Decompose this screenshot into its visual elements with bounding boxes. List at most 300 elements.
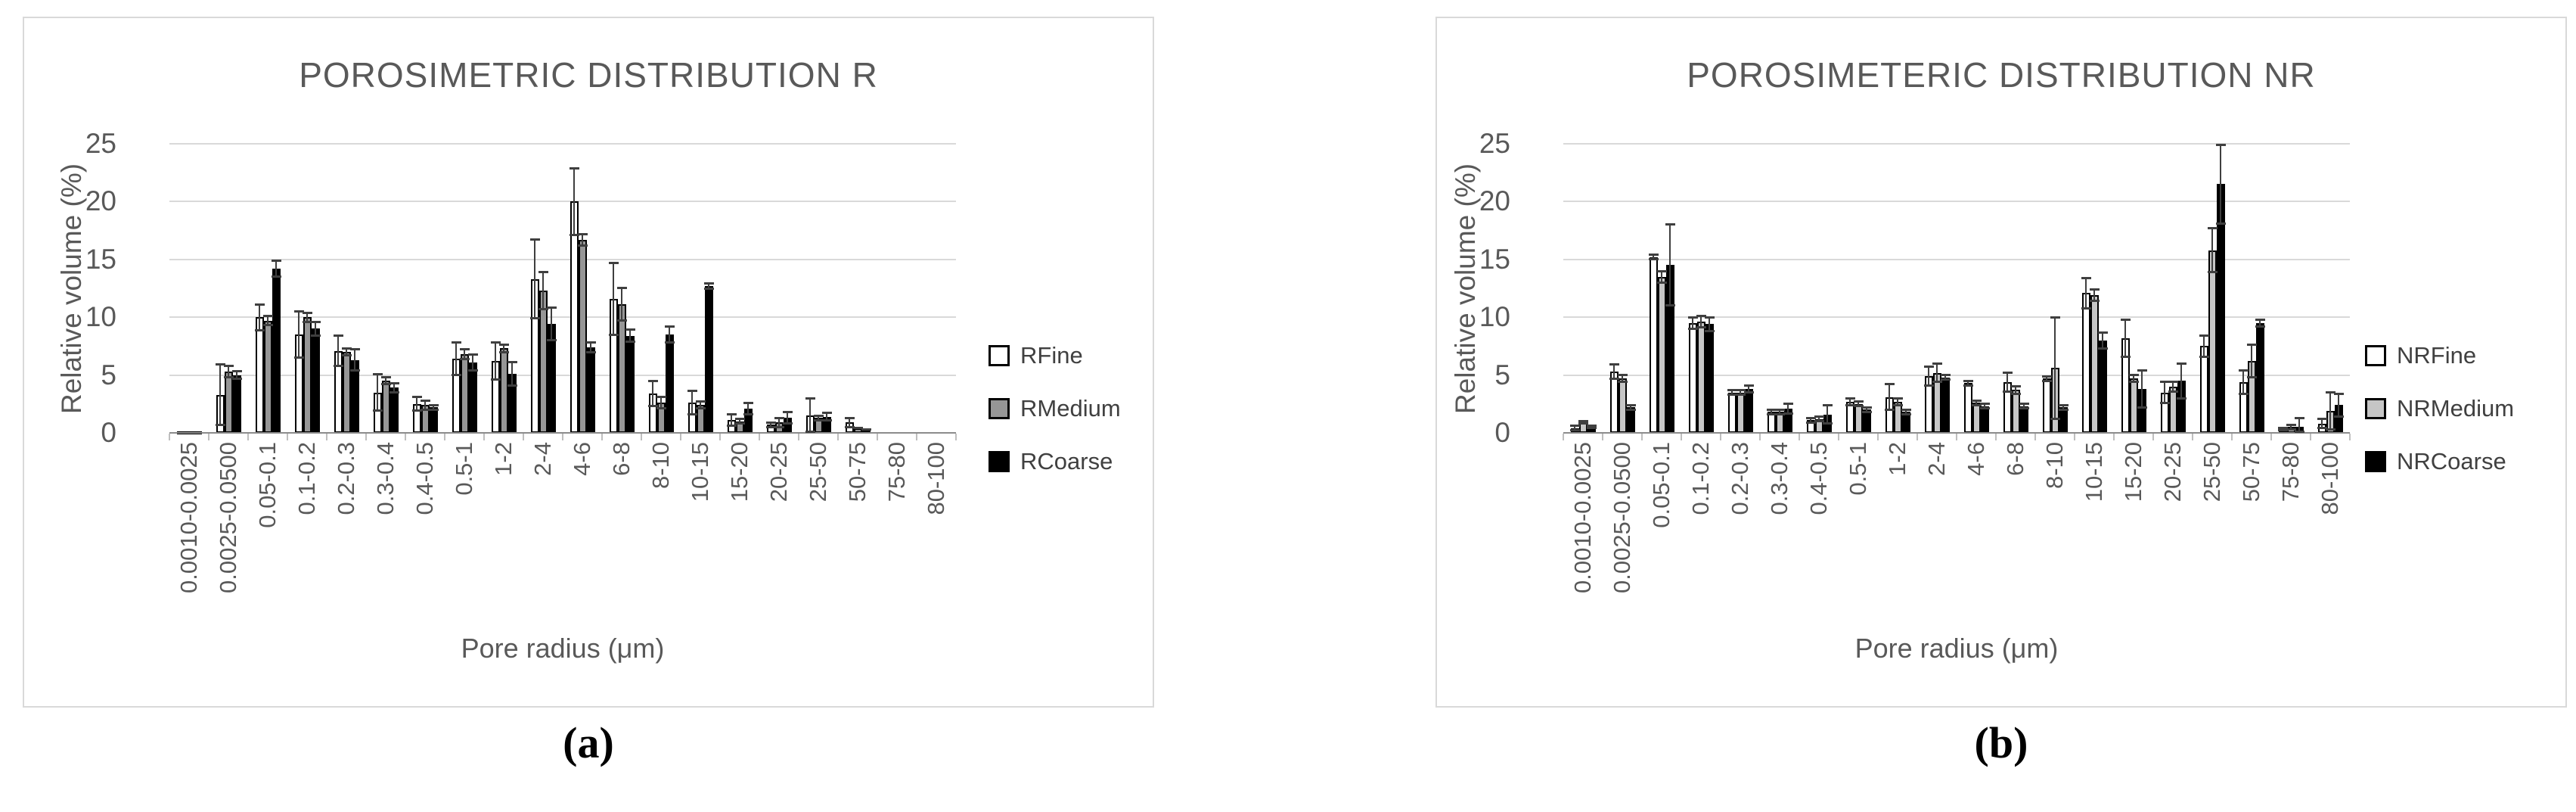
category-tick [798, 434, 799, 440]
x-tick-label: 20-25 [765, 442, 792, 502]
error-bar-cap [1854, 400, 1864, 403]
error-bar-line [2164, 381, 2165, 404]
x-tick-label: 8-10 [647, 442, 674, 490]
x-tick-label: 0.3-0.4 [1766, 442, 1792, 515]
x-axis-title-b: Pore radius (μm) [1854, 633, 2059, 664]
error-bar [468, 353, 478, 372]
error-bar-cap [727, 413, 737, 415]
error-bar-line [259, 303, 260, 331]
error-bar-cap [1862, 411, 1872, 413]
error-bar-cap [334, 334, 343, 337]
error-bar-cap [656, 396, 666, 398]
y-tick-label: 10 [1479, 301, 1510, 333]
category-tick [326, 434, 327, 440]
error-bar-line [2054, 316, 2056, 421]
x-tick-label: 75-80 [883, 442, 910, 502]
legend-swatch-RFine [989, 345, 1010, 366]
error-bar-cap [255, 329, 265, 331]
error-bar-cap [2247, 376, 2257, 378]
gridline [169, 201, 956, 202]
bar-RCoarse [430, 407, 438, 433]
error-bar [2334, 393, 2344, 418]
x-tick-label: 1-2 [490, 442, 517, 476]
category-tick [2310, 434, 2311, 440]
category-tick [483, 434, 485, 440]
category-tick [1877, 434, 1879, 440]
x-tick-label: 0.2-0.3 [333, 442, 359, 515]
y-axis-title-b: Relative volume (%) [1450, 163, 1481, 414]
category-tick [837, 434, 839, 440]
error-bar-cap [311, 334, 321, 337]
error-bar-cap [2090, 288, 2100, 291]
error-bar-cap [625, 341, 635, 343]
error-bar-cap [1705, 330, 1715, 332]
gridline [1563, 375, 2350, 376]
error-bar-line [2211, 227, 2213, 273]
category-tick [1838, 434, 1839, 440]
error-bar-cap [687, 390, 697, 392]
error-bar [2098, 331, 2108, 350]
error-bar-cap [216, 424, 225, 426]
bar-RCoarse [233, 375, 241, 433]
y-tick-label: 5 [1494, 359, 1510, 390]
error-bar [578, 233, 588, 247]
error-bar-cap [390, 391, 399, 394]
x-tick-label: 20-25 [2159, 442, 2186, 502]
x-tick-label: 15-20 [726, 442, 753, 502]
error-bar-cap [617, 319, 627, 322]
error-bar-line [455, 341, 457, 376]
error-bar-cap [311, 321, 321, 323]
bar-RMedium [579, 240, 587, 433]
error-bar-cap [2137, 406, 2147, 409]
y-tick-label: 15 [85, 243, 116, 275]
error-bar-cap [2019, 403, 2029, 405]
error-bar-cap [1963, 380, 1973, 382]
error-bar-cap [263, 315, 273, 317]
category-tick [169, 434, 170, 440]
chart-title-b: POROSIMETERIC DISTRIBUTION NR [1687, 55, 2316, 95]
error-bar-cap [2208, 271, 2218, 273]
error-bar [586, 341, 596, 353]
category-tick [759, 434, 760, 440]
error-bar [2090, 288, 2100, 302]
x-tick-label: 80-100 [923, 442, 949, 515]
error-bar-cap [1823, 404, 1833, 406]
bar-RCoarse [587, 347, 595, 433]
error-bar-cap [350, 348, 360, 350]
error-bar-cap [2216, 144, 2226, 146]
error-bar [861, 428, 871, 431]
error-bar-cap [2121, 319, 2131, 321]
error-bar-cap [2334, 393, 2344, 395]
bar-NRCoarse [2020, 406, 2028, 433]
error-bar-cap [350, 369, 360, 372]
error-bar-cap [2081, 277, 2091, 279]
x-tick-label: 4-6 [1963, 442, 1989, 476]
error-bar-cap [783, 411, 793, 413]
error-bar [1783, 403, 1793, 414]
category-tick [2349, 434, 2351, 440]
x-tick-label: 0.4-0.5 [411, 442, 438, 515]
error-bar [2059, 404, 2069, 411]
bar-NRMedium [1697, 322, 1705, 433]
error-bar-cap [1744, 391, 1754, 394]
bar-RMedium [225, 372, 233, 433]
error-bar-line [1669, 223, 1671, 306]
error-bar-cap [1901, 409, 1911, 411]
error-bar-cap [665, 325, 675, 328]
legend-label-RMedium: RMedium [1020, 395, 1121, 422]
x-tick-label: 1-2 [1884, 442, 1910, 476]
x-tick-label: 0.05-0.1 [254, 442, 281, 528]
error-bar-cap [1587, 427, 1597, 429]
bar-NRCoarse [2099, 341, 2107, 433]
error-bar-cap [1649, 254, 1659, 256]
category-tick [1956, 434, 1957, 440]
bar-NRFine [1728, 393, 1736, 433]
category-tick [641, 434, 642, 440]
error-bar-cap [743, 402, 753, 404]
error-bar-cap [578, 244, 588, 247]
legend-swatch-NRMedium [2365, 398, 2386, 419]
error-bar-cap [1618, 381, 1628, 383]
error-bar-cap [499, 344, 509, 346]
error-bar [2247, 344, 2257, 378]
error-bar-line [2203, 334, 2205, 358]
error-bar-cap [2326, 428, 2335, 431]
x-tick-label: 15-20 [2120, 442, 2146, 502]
x-axis-title-a: Pore radius (μm) [461, 633, 665, 664]
error-bar-cap [1893, 397, 1903, 400]
x-tick-label: 50-75 [844, 442, 871, 502]
category-tick [2231, 434, 2233, 440]
error-bar-line [2329, 391, 2331, 431]
gridline [1563, 316, 2350, 318]
error-bar-cap [334, 365, 343, 367]
error-bar-cap [845, 417, 855, 419]
error-bar-cap [743, 413, 753, 415]
error-bar-cap [2239, 393, 2249, 395]
error-bar [656, 396, 666, 409]
bar-NRCoarse [1941, 378, 1950, 433]
subfigure-caption-a: (a) [563, 718, 614, 767]
error-bar [1941, 374, 1951, 381]
x-tick-label: 25-50 [805, 442, 831, 502]
error-bar-cap [1823, 422, 1833, 425]
x-tick-label: 50-75 [2238, 442, 2264, 502]
error-bar [1823, 404, 1833, 425]
y-tick-label: 25 [1479, 128, 1510, 159]
error-bar-cap [1570, 429, 1580, 431]
y-tick-label: 5 [101, 359, 116, 390]
error-bar-line [573, 167, 575, 237]
bar-RCoarse [312, 328, 320, 433]
error-bar-cap [303, 312, 312, 314]
x-tick-label: 6-8 [2002, 442, 2028, 476]
x-tick-label: 4-6 [569, 442, 595, 476]
y-tick-label: 0 [101, 417, 116, 448]
bar-NRMedium [1736, 393, 1745, 433]
plot-area-a [24, 18, 1153, 706]
y-tick-label: 20 [1479, 185, 1510, 217]
error-bar-line [551, 306, 552, 341]
error-bar-cap [2081, 307, 2091, 310]
error-bar-cap [1963, 384, 1973, 387]
error-bar-cap [2334, 415, 2344, 418]
legend-label-NRCoarse: NRCoarse [2397, 448, 2506, 474]
error-bar [1705, 316, 1715, 332]
legend-swatch-RMedium [989, 398, 1010, 419]
category-tick [523, 434, 524, 440]
gridline [169, 316, 956, 318]
error-bar-line [1889, 383, 1890, 411]
error-bar-line [511, 361, 513, 387]
error-bar [2177, 362, 2186, 400]
chart-title-a: POROSIMETRIC DISTRIBUTION R [299, 55, 878, 95]
error-bar-line [691, 390, 693, 415]
category-tick [2074, 434, 2075, 440]
error-bar [1980, 403, 1990, 409]
x-tick-label: 2-4 [529, 442, 556, 476]
category-tick [562, 434, 563, 440]
error-bar-cap [1783, 412, 1793, 415]
error-bar-cap [1885, 383, 1895, 385]
category-tick [955, 434, 957, 440]
error-bar [1893, 397, 1903, 406]
error-bar-cap [2216, 222, 2226, 225]
error-bar-cap [704, 282, 714, 285]
error-bar-cap [735, 418, 745, 420]
error-bar-cap [609, 262, 619, 264]
error-bar-line [1928, 366, 1929, 387]
bar-RMedium [618, 304, 626, 433]
error-bar [735, 418, 745, 425]
x-tick-label: 80-100 [2317, 442, 2343, 515]
error-bar-cap [1649, 258, 1659, 260]
chart-panel-b [1435, 17, 2567, 708]
error-bar-cap [263, 324, 273, 326]
error-bar-cap [822, 412, 832, 414]
error-bar-cap [1736, 394, 1746, 396]
error-bar-line [613, 262, 614, 336]
error-bar [311, 321, 321, 337]
error-bar-cap [381, 376, 391, 378]
error-bar-cap [2011, 393, 2021, 395]
error-bar [2121, 319, 2131, 358]
error-bar-cap [696, 407, 706, 409]
bar-NRMedium [2012, 390, 2020, 433]
y-tick-label: 0 [1494, 417, 1510, 448]
x-tick-label: 10-15 [687, 442, 713, 502]
error-bar-cap [2121, 356, 2131, 358]
error-bar [696, 400, 706, 409]
gridline [1563, 201, 2350, 202]
error-bar-cap [586, 341, 596, 344]
error-bar-cap [805, 397, 815, 400]
category-tick [877, 434, 878, 440]
error-bar [263, 315, 273, 326]
error-bar-cap [2059, 404, 2069, 406]
error-bar-line [2220, 144, 2221, 225]
error-bar [704, 282, 714, 289]
x-tick-label: 0.05-0.1 [1648, 442, 1674, 528]
error-bar [743, 402, 753, 415]
error-bar-cap [696, 400, 706, 403]
error-bar [507, 361, 517, 387]
x-tick-label: 0.0025-0.0500 [1609, 442, 1635, 593]
error-bar-cap [1885, 409, 1895, 411]
error-bar-cap [2177, 397, 2186, 400]
error-bar-cap [1972, 400, 1982, 402]
error-bar-line [219, 363, 221, 426]
gridline [169, 375, 956, 376]
error-bar-line [534, 238, 535, 319]
error-bar-cap [586, 351, 596, 353]
error-bar-line [2006, 372, 2008, 393]
x-tick-label: 0.1-0.2 [1687, 442, 1714, 515]
error-bar [2137, 369, 2147, 409]
bar-NRCoarse [1705, 324, 1714, 433]
category-tick [916, 434, 917, 440]
error-bar-cap [704, 288, 714, 290]
x-tick-label: 0.5-1 [1845, 442, 1871, 496]
category-tick [1995, 434, 1997, 440]
error-bar-cap [491, 378, 501, 381]
error-bar-cap [2059, 409, 2069, 411]
error-bar-cap [665, 341, 675, 344]
gridline [169, 259, 956, 260]
error-bar [625, 328, 635, 342]
error-bar [1618, 374, 1628, 383]
error-bar-cap [774, 426, 784, 428]
error-bar [1901, 409, 1911, 415]
error-bar-cap [1618, 374, 1628, 376]
error-bar-cap [272, 260, 281, 262]
legend-label-RFine: RFine [1020, 342, 1083, 369]
error-bar-cap [822, 419, 832, 422]
error-bar-cap [452, 374, 461, 376]
error-bar-cap [1626, 409, 1636, 411]
error-bar-cap [1783, 403, 1793, 405]
bar-NRMedium [1894, 402, 1902, 433]
legend-label-RCoarse: RCoarse [1020, 448, 1113, 474]
error-bar-cap [547, 339, 557, 341]
error-bar-cap [1862, 406, 1872, 409]
error-bar-cap [570, 167, 579, 170]
category-tick [1759, 434, 1761, 440]
error-bar-cap [1665, 304, 1675, 306]
error-bar-cap [1609, 363, 1619, 366]
category-tick [680, 434, 681, 440]
legend-label-NRMedium: NRMedium [2397, 395, 2515, 422]
x-axis-line [169, 432, 956, 434]
error-bar-line [2085, 277, 2087, 310]
error-bar-line [2338, 393, 2339, 418]
y-tick-label: 20 [85, 185, 116, 217]
error-bar-cap [2160, 402, 2170, 404]
category-tick [601, 434, 603, 440]
gridline [1563, 143, 2350, 145]
error-bar [547, 306, 557, 341]
category-tick [287, 434, 288, 440]
category-tick [2113, 434, 2115, 440]
error-bar-cap [625, 328, 635, 331]
bar-NRCoarse [2059, 407, 2068, 433]
error-bar-cap [373, 409, 383, 412]
error-bar-cap [1626, 404, 1636, 406]
error-bar-cap [499, 351, 509, 353]
category-tick [1602, 434, 1603, 440]
category-tick [1799, 434, 1800, 440]
error-bar-cap [2050, 418, 2060, 420]
error-bar [665, 325, 675, 344]
error-bar-line [1936, 362, 1938, 384]
error-bar-line [809, 397, 811, 433]
error-bar-cap [1932, 381, 1942, 383]
error-bar-cap [656, 407, 666, 409]
error-bar-cap [412, 396, 422, 398]
category-tick [444, 434, 445, 440]
error-bar-cap [2050, 316, 2060, 319]
category-tick [208, 434, 209, 440]
error-bar [2011, 385, 2021, 394]
error-bar-cap [468, 369, 478, 372]
error-bar [1626, 404, 1636, 411]
category-tick [1916, 434, 1918, 440]
bar-RFine [256, 317, 264, 433]
error-bar-cap [2247, 344, 2257, 346]
error-bar-cap [2295, 431, 2304, 433]
bar-NRFine [2200, 346, 2208, 433]
error-bar-line [377, 373, 378, 412]
category-tick [2152, 434, 2154, 440]
error-bar-line [621, 287, 622, 322]
error-bar-line [337, 334, 339, 367]
error-bar-cap [421, 400, 430, 402]
x-tick-label: 25-50 [2199, 442, 2225, 502]
error-bar-cap [1665, 223, 1675, 226]
bar-NRCoarse [1627, 407, 1635, 433]
error-bar-cap [735, 422, 745, 425]
error-bar [1665, 223, 1675, 306]
category-tick [365, 434, 367, 440]
error-bar-cap [530, 238, 540, 241]
x-tick-label: 0.5-1 [451, 442, 477, 496]
subfigure-caption-b: (b) [1974, 718, 2028, 767]
y-tick-label: 15 [1479, 243, 1510, 275]
error-bar-cap [2098, 331, 2108, 334]
bar-RCoarse [390, 387, 399, 433]
error-bar-cap [1924, 384, 1934, 387]
error-bar-cap [2255, 319, 2265, 321]
bar-NRCoarse [2256, 323, 2264, 433]
error-bar-cap [452, 341, 461, 344]
chart-panel-a [23, 17, 1154, 708]
error-bar-cap [538, 271, 548, 273]
bar-NRFine [2082, 293, 2090, 433]
error-bar [350, 348, 360, 372]
category-tick [719, 434, 721, 440]
bar-NRCoarse [1745, 389, 1753, 433]
error-bar [1963, 380, 1973, 387]
error-bar-cap [617, 287, 627, 289]
bar-NRMedium [2090, 295, 2099, 433]
error-bar [538, 271, 548, 310]
error-bar [2216, 144, 2226, 225]
error-bar-line [2251, 344, 2252, 378]
error-bar-cap [255, 303, 265, 306]
